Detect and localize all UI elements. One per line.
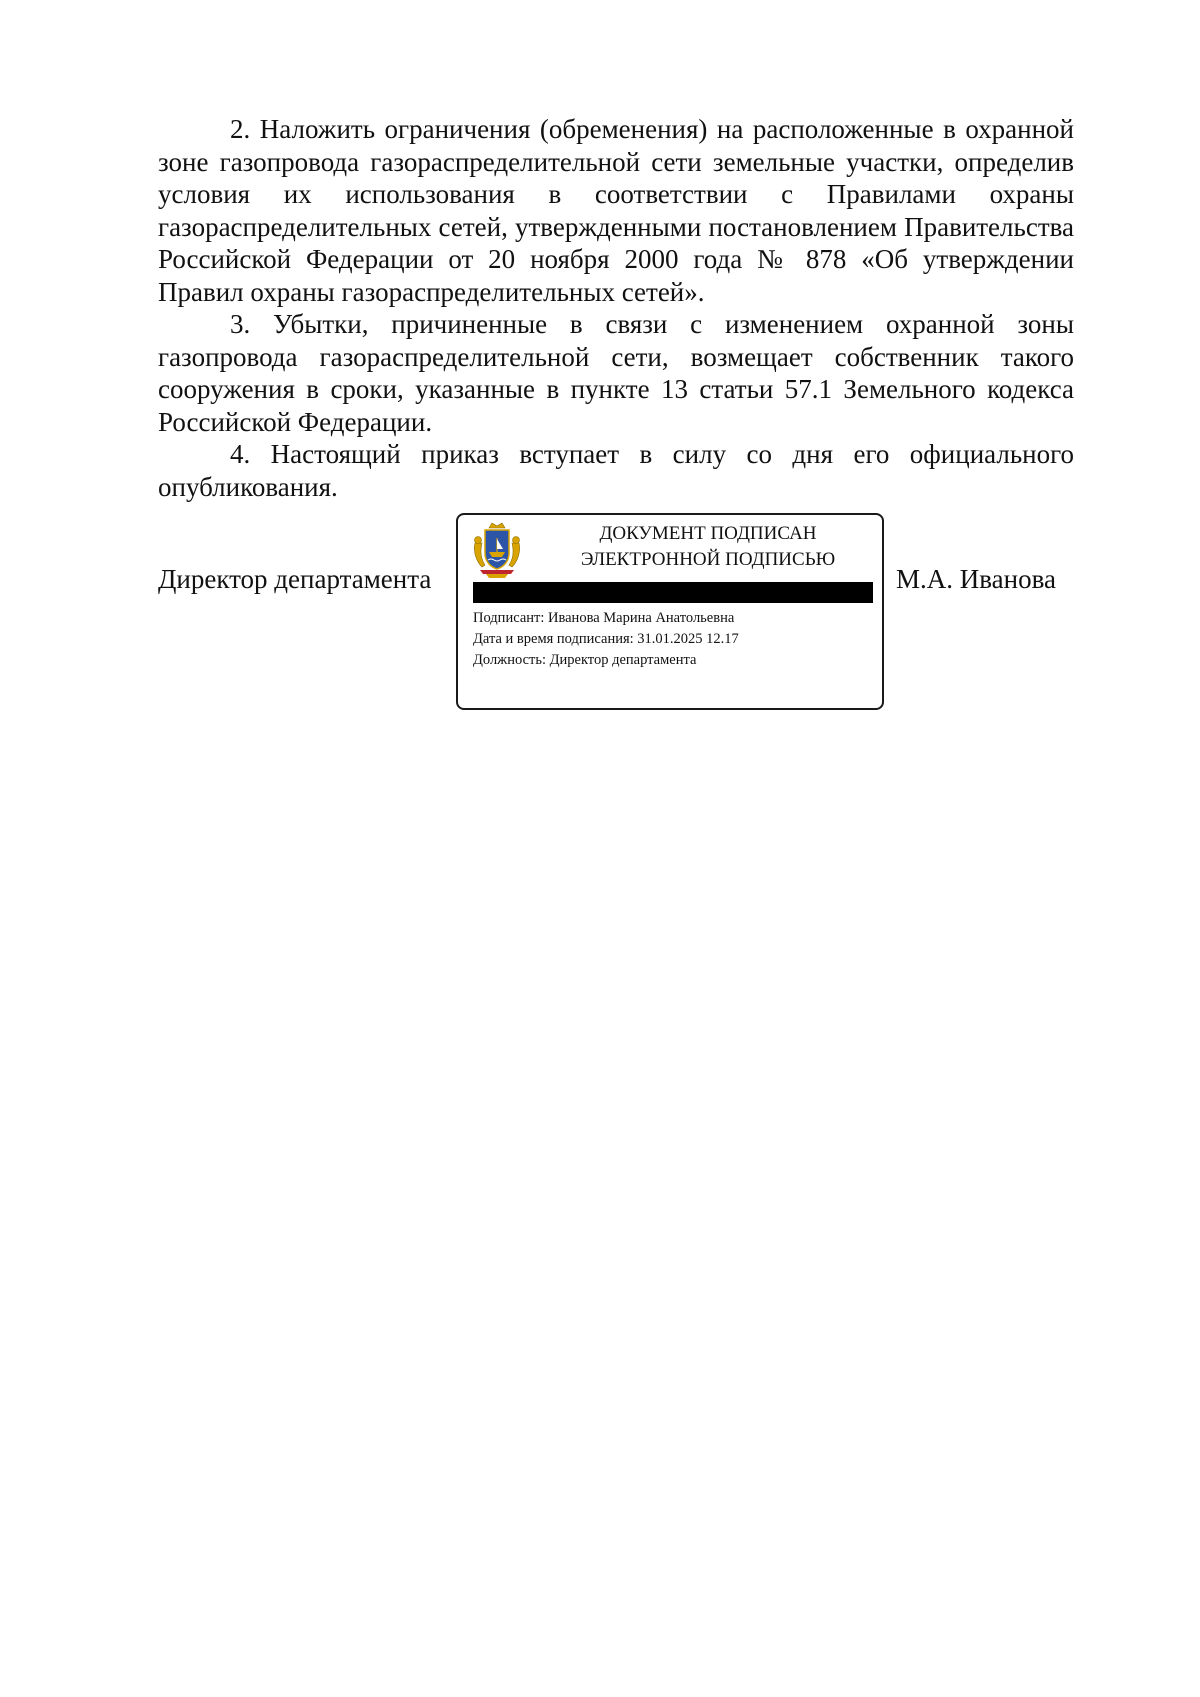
electronic-signature-stamp [456, 513, 884, 710]
stamp-title-line-2: ЭЛЕКТРОННОЙ ПОДПИСЬЮ [580, 549, 836, 570]
paragraph-3: 3. Убытки, причиненные в связи с изменением охранной зоны газопровода газораспределительной сети, возмещает собственник такого сооружения в сроки, указанные в пункте 13 статьи 57.1 Земельного кодекса Российской Федерации. [158, 309, 1074, 437]
signatory-name: М.А. Иванова [896, 564, 1056, 594]
stamp-details [473, 608, 873, 671]
paragraph-2: 2. Наложить ограничения (обременения) на расположенные в охранной зоне газопровода газораспределительной сети земельные участки, определив условия их использования в соответствии с Правилами охраны газораспределительных сетей, утвержденными постановлением Правительства Российской Федерации от 20 ноября 2000 года № 878 «Об утверждении Правил охраны газораспределительных сетей». [158, 114, 1074, 307]
signatory-position: Директор департамента [158, 564, 432, 594]
stamp-signer: Подписант: Иванова Марина Анатольевна [473, 610, 735, 626]
stamp-position: Должность: Директор департамента [473, 652, 697, 668]
stamp-datetime: Дата и время подписания: 31.01.2025 12.17 [473, 631, 739, 647]
stamp-title-line-1: ДОКУМЕНТ ПОДПИСАН [599, 523, 817, 544]
certificate-redaction-bar [473, 582, 873, 603]
coat-of-arms-icon [472, 521, 522, 579]
order-body [158, 113, 1074, 503]
paragraph-4: 4. Настоящий приказ вступает в силу со дня его официального опубликования. [158, 439, 1074, 502]
stamp-title [548, 521, 868, 573]
